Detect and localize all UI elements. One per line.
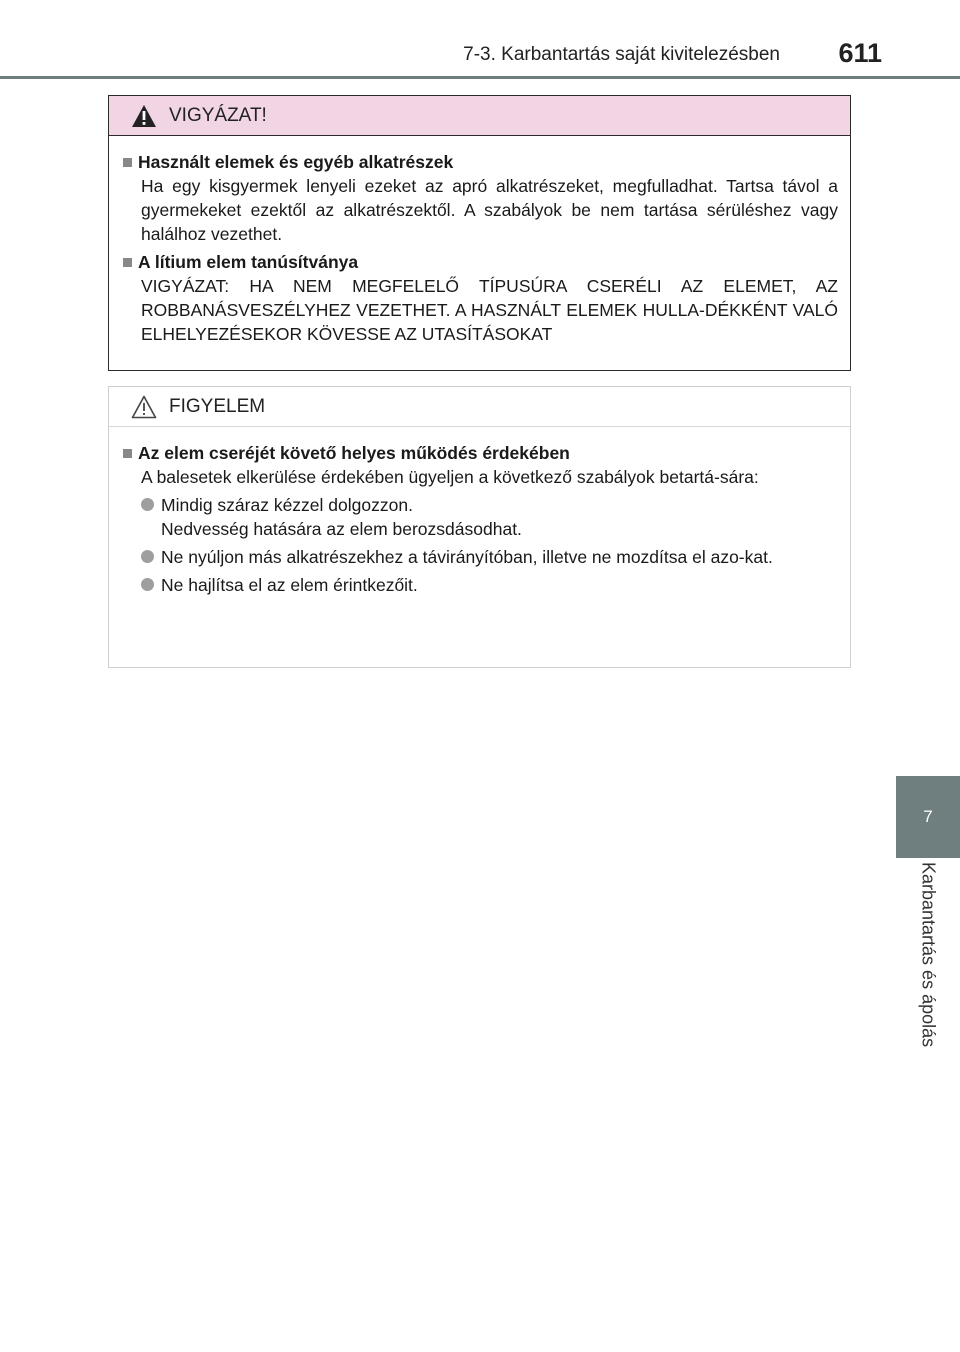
square-bullet-icon xyxy=(123,449,132,458)
notice-box xyxy=(108,386,851,668)
chapter-number: 7 xyxy=(923,807,933,826)
circle-bullet-icon xyxy=(141,550,154,563)
warning-section xyxy=(123,250,838,346)
chapter-side-label xyxy=(896,862,960,1082)
list-item xyxy=(141,545,838,569)
section-heading: Az elem cseréjét követő helyes működés érdekében xyxy=(138,443,570,463)
section-heading: A lítium elem tanúsítványa xyxy=(138,252,359,272)
page-number: 611 xyxy=(838,38,882,68)
list-item-text: Ne nyúljon más alkatrészekhez a távirányítóban, illetve ne mozdítsa el azo-kat. xyxy=(161,547,773,567)
caution-triangle-outline-icon xyxy=(131,395,157,419)
warning-section xyxy=(123,150,838,246)
section-text: VIGYÁZAT: HA NEM MEGFELELŐ TÍPUSÚRA CSERÉLI AZ ELEMET, AZ ROBBANÁSVESZÉLYHEZ VEZETHET. A HASZNÁLT ELEMEK HULLA-DÉKKÉNT VALÓ ELHELYEZÉSEKOR KÖVESSE AZ UTASÍTÁSOKAT xyxy=(141,276,838,344)
warning-header xyxy=(109,96,850,136)
warning-triangle-icon xyxy=(131,104,157,128)
section-text: Ha egy kisgyermek lenyeli ezeket az apró alkatrészeket, megfulladhat. Tartsa távol a gyermekeket ezektől az alkatrészektől. A szabályok be nem tartása sérüléshez vagy halálhoz vezethet. xyxy=(141,176,838,244)
notice-body xyxy=(109,427,850,597)
notice-heading: FIGYELEM xyxy=(169,395,266,417)
section-text: A balesetek elkerülése érdekében ügyeljen a következő szabályok betartá-sára: xyxy=(141,467,759,487)
warning-box xyxy=(108,95,851,371)
chapter-title: Karbantartás és ápolás xyxy=(918,862,939,1048)
circle-bullet-icon xyxy=(141,578,154,591)
square-bullet-icon xyxy=(123,158,132,167)
list-item xyxy=(141,493,838,541)
chapter-tab xyxy=(896,776,960,858)
section-title: 7-3. Karbantartás saját kivitelezésben xyxy=(463,44,780,65)
section-heading: Használt elemek és egyéb alkatrészek xyxy=(138,152,454,172)
list-item-text: Ne hajlítsa el az elem érintkezőit. xyxy=(161,575,418,595)
list-item xyxy=(141,573,838,597)
notice-header xyxy=(109,387,850,427)
header-rule xyxy=(0,76,960,79)
warning-heading: VIGYÁZAT! xyxy=(169,104,267,126)
circle-bullet-icon xyxy=(141,498,154,511)
list-item-text: Mindig száraz kézzel dolgozzon. Nedvesség hatására az elem berozsdásodhat. xyxy=(161,495,522,539)
notice-section xyxy=(123,441,838,597)
warning-body xyxy=(109,136,850,346)
square-bullet-icon xyxy=(123,258,132,267)
